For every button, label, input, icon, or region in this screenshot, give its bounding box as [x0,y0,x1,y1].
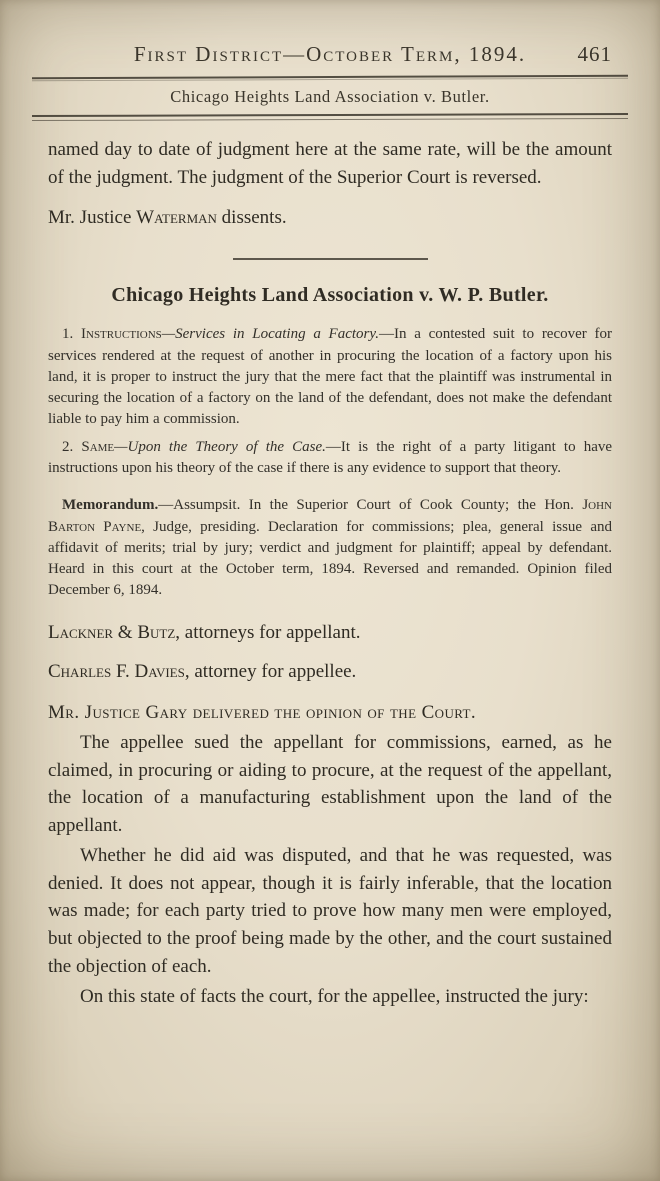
headnote-2-term: Same [81,438,115,455]
headnote-1 [48,324,612,430]
appellee-counsel-text: , attorney for appellee. [184,660,357,682]
memorandum-text-2: , Judge, presiding. Declaration for commissions; plea, general issue and affidavit of merits; trial by jury; verdict and judgment for plaintiff; appeal by defendant. Heard in this court at the October term, 1894. Reversed and remanded. Opinion filed December 6, 1894. [48,518,612,599]
opinion-paragraph-1: The appellee sued the appellant for commissions, earned, as he claimed, in procuring or aiding to procure, at the request of the appellant, the location of a manufacturing establishment upon the land of the appellant. [48,731,612,837]
memorandum-label: Memorandum. [62,497,159,514]
page-number: 461 [577,42,612,66]
running-head: Chicago Heights Land Association v. Butler. [170,87,490,106]
appellant-counsel-name: Lackner & Butz [48,621,176,643]
headnote-1-term: Instructions [81,326,162,343]
memorandum-paragraph [48,495,612,601]
opening-paragraph: named day to date of judgment here at the same rate, will be the amount of the judgment. The judgment of the Superior Court is reversed. [48,139,612,188]
dissent-justice-name: Waterman [136,207,217,229]
page-header-title: First District—October Term, 1894. [133,42,527,66]
headnote-2-number: 2. [62,438,74,455]
headnote-1-number: 1. [62,326,74,343]
case-title: Chicago Heights Land Association v. W. P. Butler. [111,284,549,307]
opinion-paragraph-3: On this state of facts the court, for the appellee, instructed the jury: [80,985,589,1007]
appellee-counsel-line [48,658,612,686]
headnote-2 [48,437,612,480]
dissent-prefix: Mr. Justice [48,207,137,229]
appellant-counsel-line [48,619,612,647]
headnote-2-subtitle: —Upon the Theory of the Case. [114,438,326,455]
headnote-1-subtitle: —Services in Locating a Factory. [161,326,379,343]
opinion-byline: Mr. Justice Gary delivered the opinion of the Court. [48,702,477,724]
dissent-suffix: dissents. [216,207,287,229]
memorandum-text-1: —Assumpsit. In the Superior Court of Cook County; the Hon. [158,497,583,514]
opinion-paragraph-2: Whether he did aid was disputed, and that he was requested, was denied. It does not appear, though it is fairly inferable, that the location was made; for each party tried to prove how many men were employed, but objected to the proof being made by the other, and the court sustained the objection of each. [48,844,612,977]
header-rule [32,75,628,82]
appellee-counsel-name: Charles F. Davies [48,660,185,682]
headnote-2-text: —It is the right of a party litigant to have instructions upon his theory of the case if there is any evidence to support that theory. [48,438,613,476]
headnote-1-text: —In a contested suit to recover for services rendered at the request of another in procuring the location of a factory upon his land, it is proper to instruct the jury that the mere fact that the plaintiff was instrumental in securing the location of a factory on the land of the defendant, does not make the defendant liable to pay him a commission. [48,326,613,428]
page-body [48,136,612,1010]
memorandum-judge-name: John Barton Payne [48,497,612,535]
running-head-rule [32,113,628,121]
dissent-line [48,204,612,232]
section-divider-rule [233,258,428,260]
appellant-counsel-text: , attorneys for appellant. [175,621,361,643]
page-header [48,42,612,67]
